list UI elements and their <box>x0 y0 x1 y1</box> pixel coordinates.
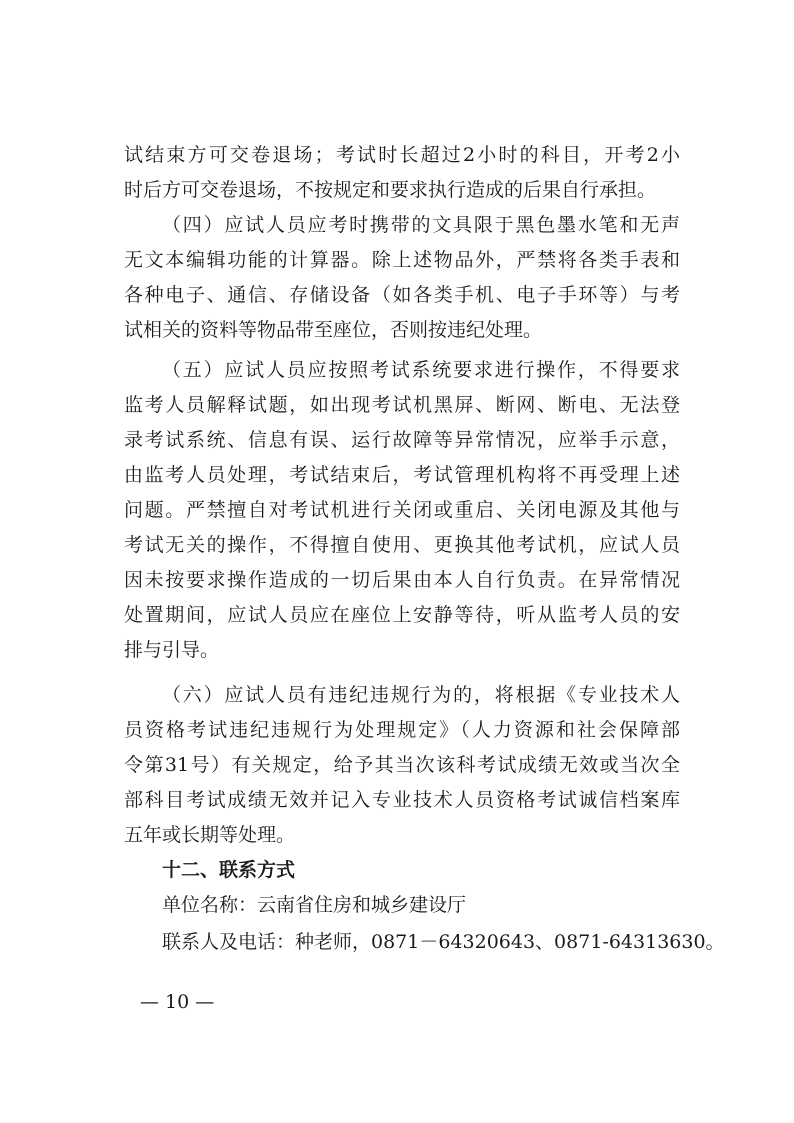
paragraph-line: 试结束方可交卷退场；考试时长超过2小时的科目，开考2小 <box>124 144 680 166</box>
paragraph-line: （六）应试人员有违纪违规行为的，将根据《专业技术人 <box>162 684 680 706</box>
paragraph-line: 无文本编辑功能的计算器。除上述物品外，严禁将各类手表和 <box>124 249 680 271</box>
paragraph-line: （四）应试人员应考时携带的文具限于黑色墨水笔和无声 <box>162 214 680 236</box>
paragraph-line: 各种电子、通信、存储设备（如各类手机、电子手环等）与考 <box>124 284 680 306</box>
paragraph-line: 五年或长期等处理。 <box>124 824 296 846</box>
paragraph-line: 因未按要求操作造成的一切后果由本人自行负责。在异常情况 <box>124 569 680 591</box>
section-heading: 十二、联系方式 <box>162 859 296 881</box>
paragraph-line: 部科目考试成绩无效并记入专业技术人员资格考试诚信档案库 <box>124 789 680 811</box>
paragraph-line: 排与引导。 <box>124 639 220 661</box>
paragraph-line: 试相关的资料等物品带至座位，否则按违纪处理。 <box>124 319 543 341</box>
paragraph-line: 问题。严禁擅自对考试机进行关闭或重启、关闭电源及其他与 <box>124 499 680 521</box>
contact-unit-name: 单位名称：云南省住房和城乡建设厅 <box>162 894 467 916</box>
paragraph-line: 时后方可交卷退场，不按规定和要求执行造成的后果自行承担。 <box>124 179 657 201</box>
paragraph-line: 员资格考试违纪违规行为处理规定》（人力资源和社会保障部 <box>124 719 680 741</box>
paragraph-line: 令第31号）有关规定，给予其当次该科考试成绩无效或当次全 <box>124 754 680 776</box>
contact-person-phone: 联系人及电话：种老师，0871－64320643、0871-64313630。 <box>162 931 725 953</box>
paragraph-line: 录考试系统、信息有误、运行故障等异常情况，应举手示意， <box>124 429 680 451</box>
paragraph-line: 处置期间，应试人员应在座位上安静等待，听从监考人员的安 <box>124 604 680 626</box>
paragraph-line: 由监考人员处理，考试结束后，考试管理机构将不再受理上述 <box>124 464 680 486</box>
paragraph-line: 考试无关的操作，不得擅自使用、更换其他考试机，应试人员 <box>124 534 680 556</box>
page-number: — 10 — <box>140 991 215 1013</box>
paragraph-line: （五）应试人员应按照考试系统要求进行操作，不得要求 <box>162 359 680 381</box>
paragraph-line: 监考人员解释试题，如出现考试机黑屏、断网、断电、无法登 <box>124 394 680 416</box>
